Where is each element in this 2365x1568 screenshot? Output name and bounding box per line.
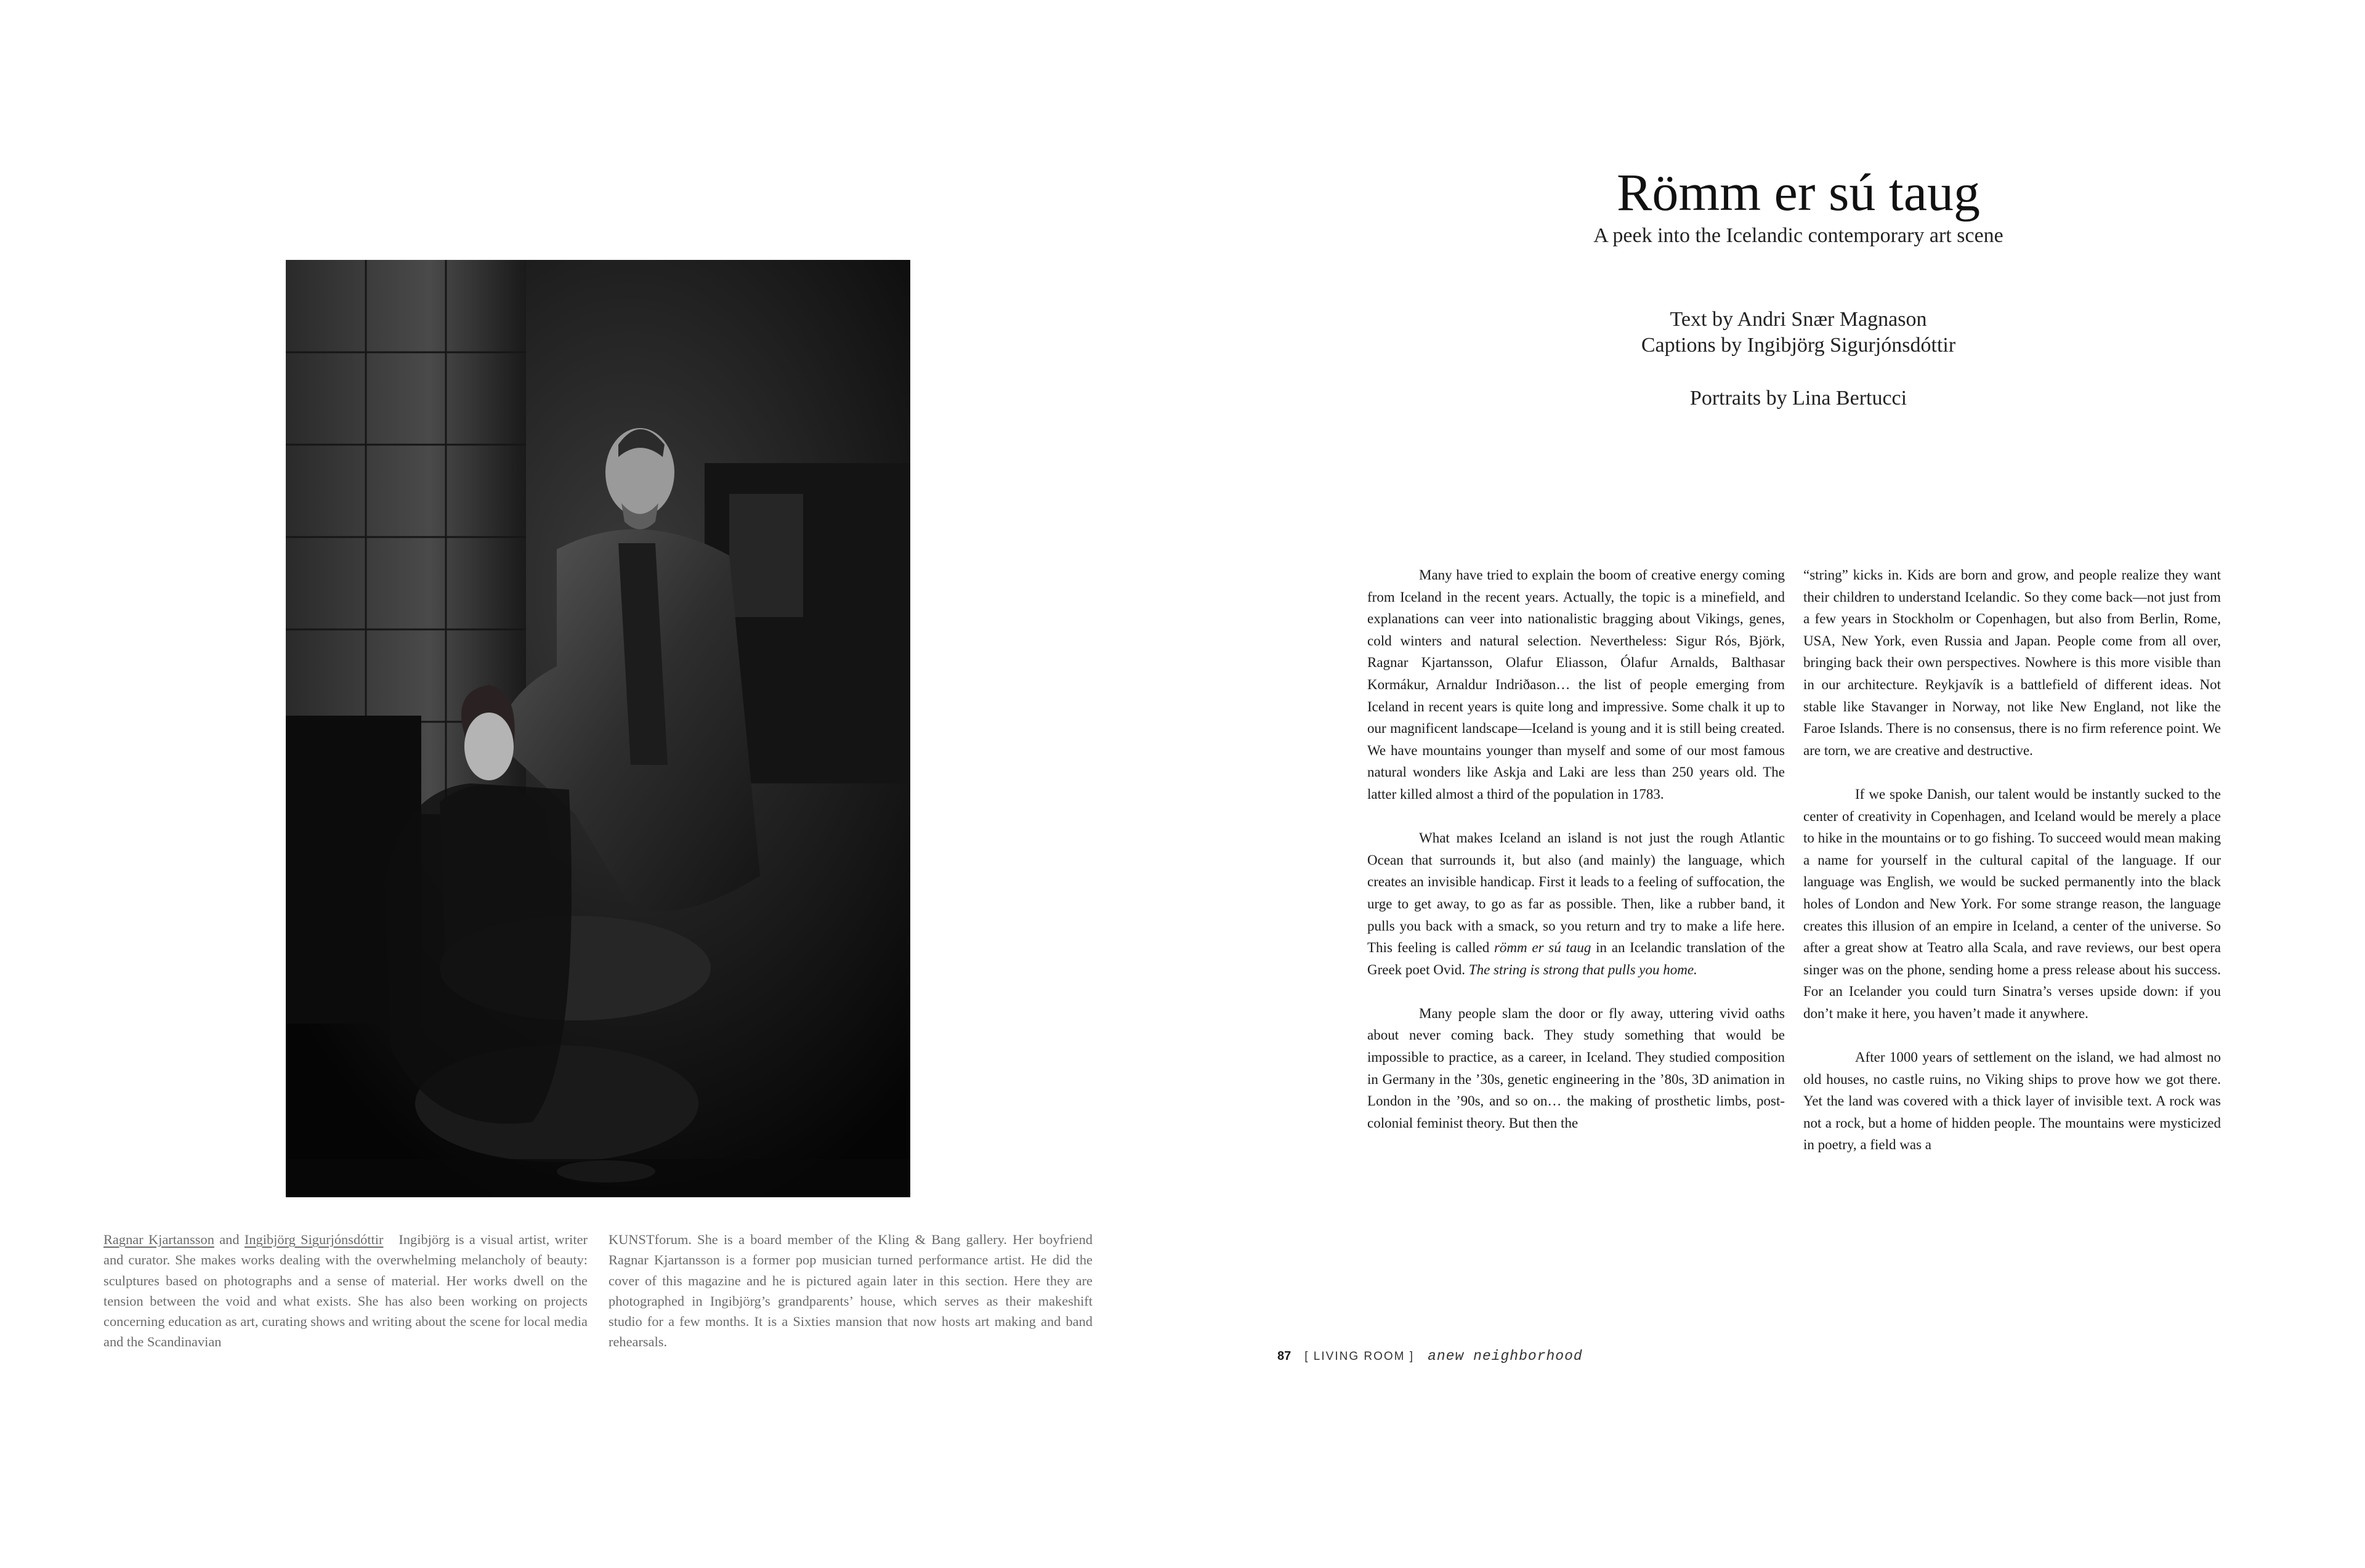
paragraph: If we spoke Danish, our talent would be instantly sucked to the center of creativity in Copenhagen, and Iceland would be merely a place to hike in the mountains or to go fishing. To succeed would mean making a name for yourself in the cultural capital of the language. If our language was English, we would be sucked permanently into the black holes of London and New York. For some strange reason, the language creates this illusion of an empire in Iceland, a center of the universe. So after a great show at Teatro alla Scala, and rave reviews, our best opera singer was on the phone, sending home a press release about his success. For an Icelander you could turn Sinatra’s verses upside down: if you don’t make it here, you haven’t made it anywhere. (1803, 786, 2221, 1021)
page-footer (1277, 1348, 1583, 1368)
article-column-2 (1803, 564, 2221, 1212)
paragraph: Many people slam the door or fly away, uttering vivid oaths about never coming back. They study something that would be impossible to practice, as a career, in Iceland. They studied composition in Germany in the ’30s, genetic engineering in the ’80s, 3D animation in London in the ’90s, and so on… the making of prosthetic limbs, post-colonial feminist theory. But then the (1367, 1005, 1785, 1131)
paragraph: “string” kicks in. Kids are born and grow, and people realize they want their children to understand Icelandic. So they come back—not just from a few years in Stockholm or Copenhagen, but also from Berlin, Rome, USA, New York, even Russia and Japan. People come from all over, bringing back their own perspectives. Nowhere is this more visible than in our architecture. Reykjavík is a battlefield of different ideas. Not stable like Stavanger in Norway, not like New England, not like the Faroe Islands. There is no consensus, there is no firm reference point. We are torn, we are creative and destructive. (1803, 567, 2221, 758)
italic-translation: The string is strong that pulls you home. (1468, 961, 1697, 977)
section-label: [ LIVING ROOM ] (1304, 1350, 1415, 1363)
caption-name-ingibjorg: Ingibjörg Sigurjónsdóttir (244, 1232, 384, 1247)
article-credits (1478, 307, 2119, 411)
text-credit: Text by Andri Snær Magnason (1670, 308, 1927, 331)
caption-right-text: KUNSTforum. She is a board member of the Kling & Bang gallery. Her boyfriend Ragnar Kjartansson is a former pop musician turned performance artist. He did the cover of this magazine and he is pictured again later in this section. Here they are photographed in Ingibjörg’s grandparents’ house, which serves as their makeshift studio for a few months. It is a Sixties mansion that now hosts art making and band rehearsals. (608, 1232, 1093, 1350)
paragraph: After 1000 years of settlement on the island, we had almost no old houses, no castle ruins, no Viking ships to prove how we got there. Yet the land was covered with a thick layer of invisible text. A rock was not a rock, but a home of hidden people. The mountains were mysticized in poetry, a field was a (1803, 1049, 2221, 1153)
photo-caption-left (103, 1229, 588, 1352)
captions-credit: Captions by Ingibjörg Sigurjónsdóttir (1641, 334, 1956, 357)
caption-joiner: and (219, 1232, 240, 1247)
article-column-1 (1367, 564, 1785, 1212)
page-number: 87 (1277, 1349, 1292, 1363)
italic-term: römm er sú taug (1494, 940, 1591, 956)
paragraph: Many have tried to explain the boom of creative energy coming from Iceland in the recent years. Actually, the topic is a minefield, and explanations can veer into nationalistic bragging about Vikings, genes, cold winters and natural selection. Nevertheless: Sigur Rós, Björk, Ragnar Kjartansson, Olafur Eliasson, Ólafur Arnalds, Balthasar Kormákur, Arnaldur Indriðason… the list of people emerging from Iceland in recent years is quite long and impressive. Some chalk it up to our magnificent landscape—Iceland is young and it is still being created. We have mountains younger than myself and some of our most famous natural wonders like Askja and Laki are less than 250 years old. The latter killed almost a third of the population in 1783. (1367, 567, 1785, 802)
article-subtitle: A peek into the Icelandic contemporary art scene (1593, 224, 2003, 247)
photo-caption-right (608, 1229, 1093, 1352)
caption-left-text: Ingibjörg is a visual artist, writer and curator. She makes works dealing with the overwhelming melancholy of beauty: sculptures based on photographs and a sense of material. Her works dwell on the tension between the void and what exists. She has also been working on projects concerning education as art, curating shows and writing about the scene for local media and the Scandinavian (103, 1232, 588, 1350)
portraits-credit: Portraits by Lina Bertucci (1689, 387, 1907, 410)
caption-name-ragnar: Ragnar Kjartansson (103, 1232, 214, 1247)
portrait-photo (286, 260, 910, 1197)
magazine-name: anew neighborhood (1428, 1348, 1583, 1364)
portrait-image (286, 260, 910, 1197)
article-title: Römm er sú taug (1617, 163, 1980, 222)
paragraph: What makes Iceland an island is not just the rough Atlantic Ocean that surrounds it, but also (and mainly) the language, which creates an invisible handicap. First it leads to a feeling of suffocation, the urge to get away, to go as far as possible. Then, like a rubber band, it pulls you back with a smack, so you return and try to make a life here. This feeling is called römm er sú taug in an Icelandic translation of the Greek poet Ovid. The string is strong that pulls you home. (1367, 830, 1785, 977)
